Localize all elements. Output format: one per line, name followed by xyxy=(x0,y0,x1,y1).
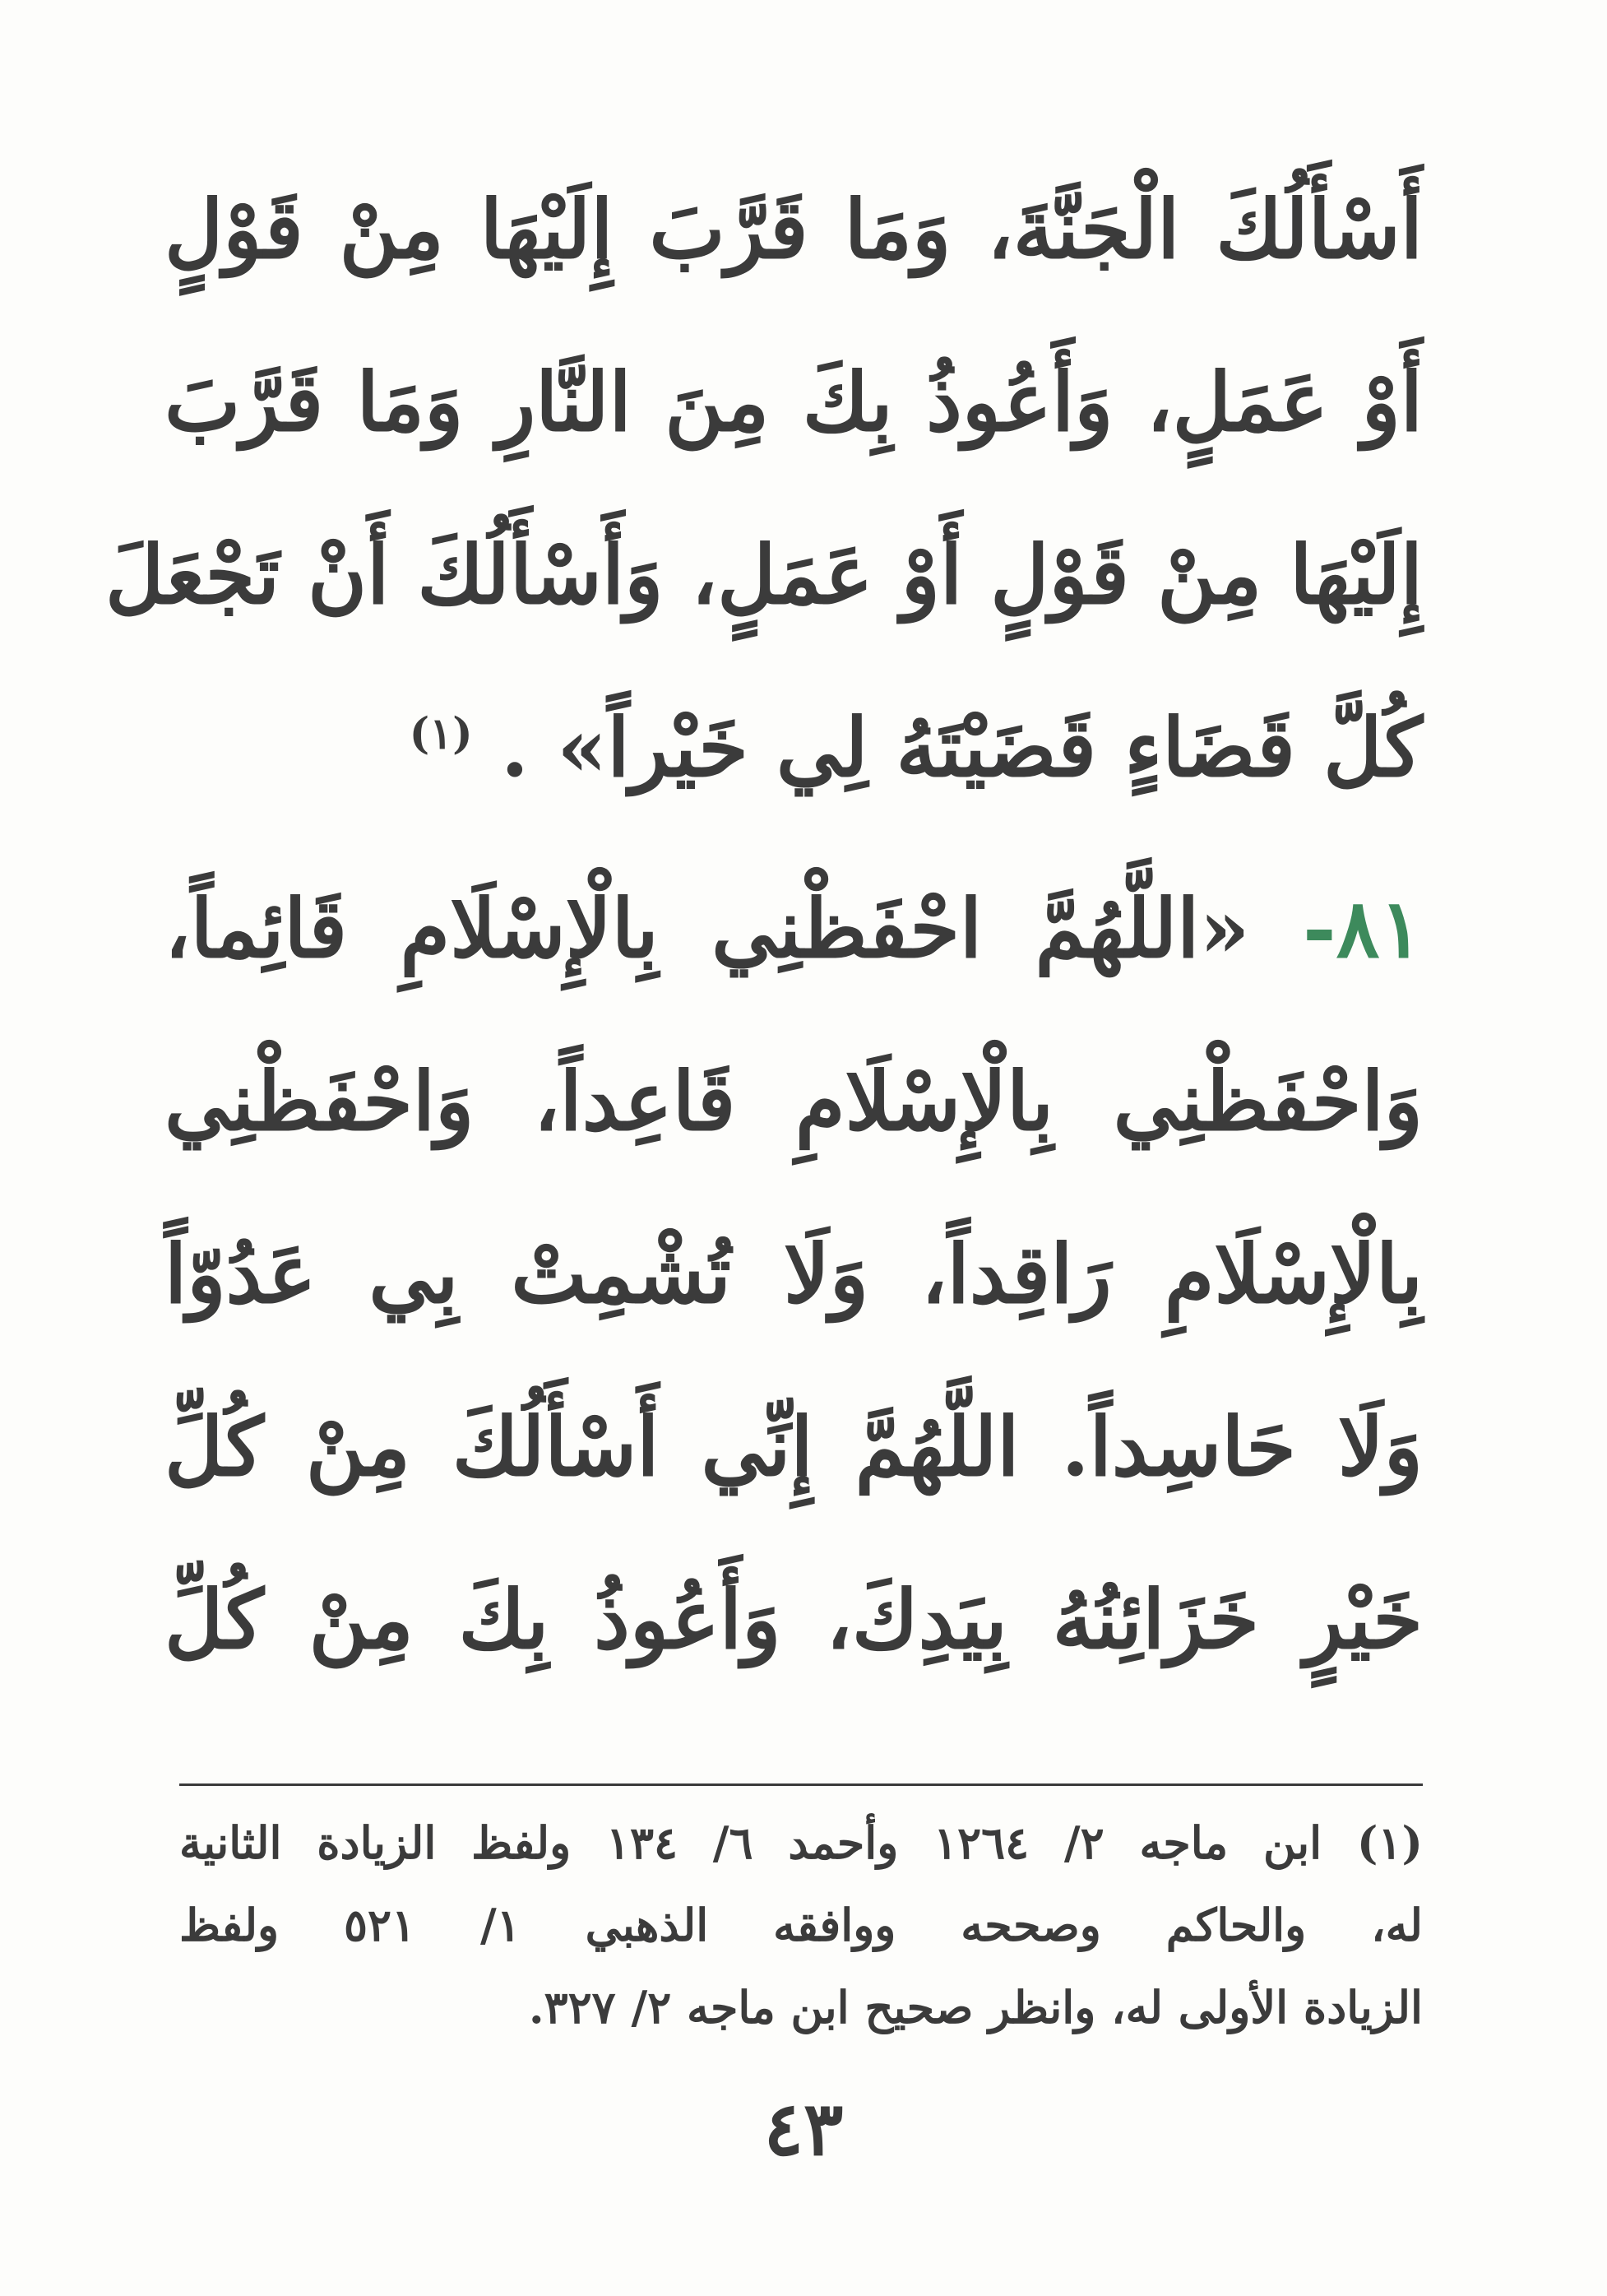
hadith-number: ٨١- xyxy=(1303,882,1423,976)
footnote-line-3: الزيادة الأولى له، وانظر صحيح ابن ماجه ٢/ ٣٢٧. xyxy=(528,1981,1423,2034)
hadith-line-3: بِالْإِسْلَامِ رَاقِداً، وَلَا تُشْمِتْ بِي عَدُوّاً xyxy=(164,1227,1423,1322)
hadith-line-4: وَلَا حَاسِداً. اللَّهُمَّ إِنِّي أَسْأَلُكَ مِنْ كُلِّ xyxy=(164,1400,1423,1495)
footnote-divider xyxy=(179,1783,1423,1786)
text-line-4 xyxy=(164,666,1423,831)
page-number: ٤٣ xyxy=(763,2085,844,2173)
hadith-line-2: وَاحْفَظْنِي بِالْإِسْلَامِ قَاعِداً، وَاحْفَظْنِي xyxy=(164,1055,1423,1149)
footnote-reference: (١) xyxy=(409,708,473,759)
hadith-line-5: خَيْرٍ خَزَائِنُهُ بِيَدِكَ، وَأَعُوذُ بِكَ مِنْ كُلِّ xyxy=(164,1573,1423,1667)
text-line-2: أَوْ عَمَلٍ، وَأَعُوذُ بِكَ مِنَ النَّارِ وَمَا قَرَّبَ xyxy=(164,355,1423,450)
footnote-line-1: (١) ابن ماجه ٢/ ١٢٦٤ وأحمد ٦/ ١٣٤ ولفظ الزيادة الثانية xyxy=(179,1816,1424,1869)
hadith-first-line xyxy=(164,847,1423,1012)
text-line-1: أَسْأَلُكَ الْجَنَّةَ، وَمَا قَرَّبَ إِلَيْهَا مِنْ قَوْلٍ xyxy=(164,183,1423,277)
footnotes-block xyxy=(179,1802,1423,2048)
text-line-4-content: كُلَّ قَضَاءٍ قَضَيْتَهُ لِي خَيْراً» . xyxy=(500,701,1423,795)
hadith-first-line-text: «اللَّهُمَّ احْفَظْنِي بِالْإِسْلَامِ قَائِماً، xyxy=(164,882,1250,976)
footnote-line-2: له، والحاكم وصححه ووافقه الذهبي ١/ ٥٢١ ولفظ xyxy=(179,1899,1423,1951)
text-line-3: إِلَيْهَا مِنْ قَوْلٍ أَوْ عَمَلٍ، وَأَسْأَلُكَ أَنْ تَجْعَلَ xyxy=(104,528,1423,623)
